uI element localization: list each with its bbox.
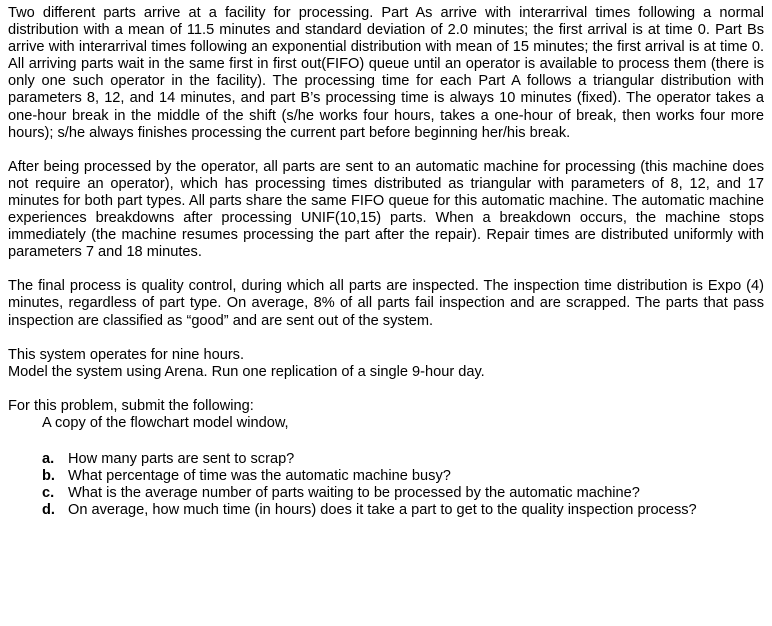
paragraph-submit-flowchart: A copy of the flowchart model window, bbox=[42, 414, 289, 431]
question-list bbox=[8, 451, 764, 519]
question-letter: c. bbox=[42, 485, 55, 502]
question-text: What is the average number of parts waiting to be processed by the automatic machine? bbox=[68, 485, 640, 502]
question-letter: b. bbox=[42, 468, 55, 485]
question-text: How many parts are sent to scrap? bbox=[68, 450, 295, 467]
question-item bbox=[8, 502, 764, 519]
question-text: What percentage of time was the automatic machine busy? bbox=[68, 468, 451, 485]
question-item bbox=[8, 451, 764, 468]
paragraph-arrivals: Two different parts arrive at a facility for processing. Part As arrive with interarrival times following a normal distribution with a mean of 11.5 minutes and standard deviation of 2.0 minutes; the first arrival is at time 0. Part Bs arrive with interarrival times following an exponential distribution with mean of 15 minutes; the first arrival is at time 0. All arriving parts wait in the same first in first out(FIFO) queue until an operator is available to process them (there is only one such operator in the facility). The processing time for each Part A follows a triangular distribution with parameters 8, 12, and 14 minutes, and part B’s processing time is always 10 minutes (fixed). The operator takes a one-hour break in the middle of the shift (s/he works four hours, takes a one-hour of break, then works four more hours); s/he always finishes processing the current part before beginning her/his break. bbox=[8, 5, 764, 141]
paragraph-submit-intro: For this problem, submit the following: bbox=[8, 397, 254, 414]
question-item bbox=[8, 485, 764, 502]
paragraph-automatic-machine: After being processed by the operator, all parts are sent to an automatic machine for processing (this machine does not require an operator), which has processing times distributed as triangular with parameters of 8, 12, and 17 minutes for both part types. All parts share the same FIFO queue for this automatic machine. The automatic machine experiences breakdowns after processing UNIF(10,15) parts. When a breakdown occurs, the machine stops immediately (the machine resumes processing the part after the repair). Repair times are distributed uniformly with parameters 7 and 18 minutes. bbox=[8, 158, 764, 261]
question-letter: d. bbox=[42, 502, 55, 519]
document-body bbox=[8, 5, 764, 519]
paragraph-operating-hours: This system operates for nine hours. bbox=[8, 346, 245, 363]
paragraph-model-instructions: Model the system using Arena. Run one replication of a single 9-hour day. bbox=[8, 363, 485, 380]
paragraph-quality-control: The final process is quality control, during which all parts are inspected. The inspection time distribution is Expo (4) minutes, regardless of part type. On average, 8% of all parts fail inspection and are scrapped. The parts that pass inspection are classified as “good” and are sent out of the system. bbox=[8, 278, 764, 329]
question-item bbox=[8, 468, 764, 485]
question-text: On average, how much time (in hours) does it take a part to get to the quality inspection process? bbox=[68, 502, 697, 519]
question-letter: a. bbox=[42, 450, 55, 467]
